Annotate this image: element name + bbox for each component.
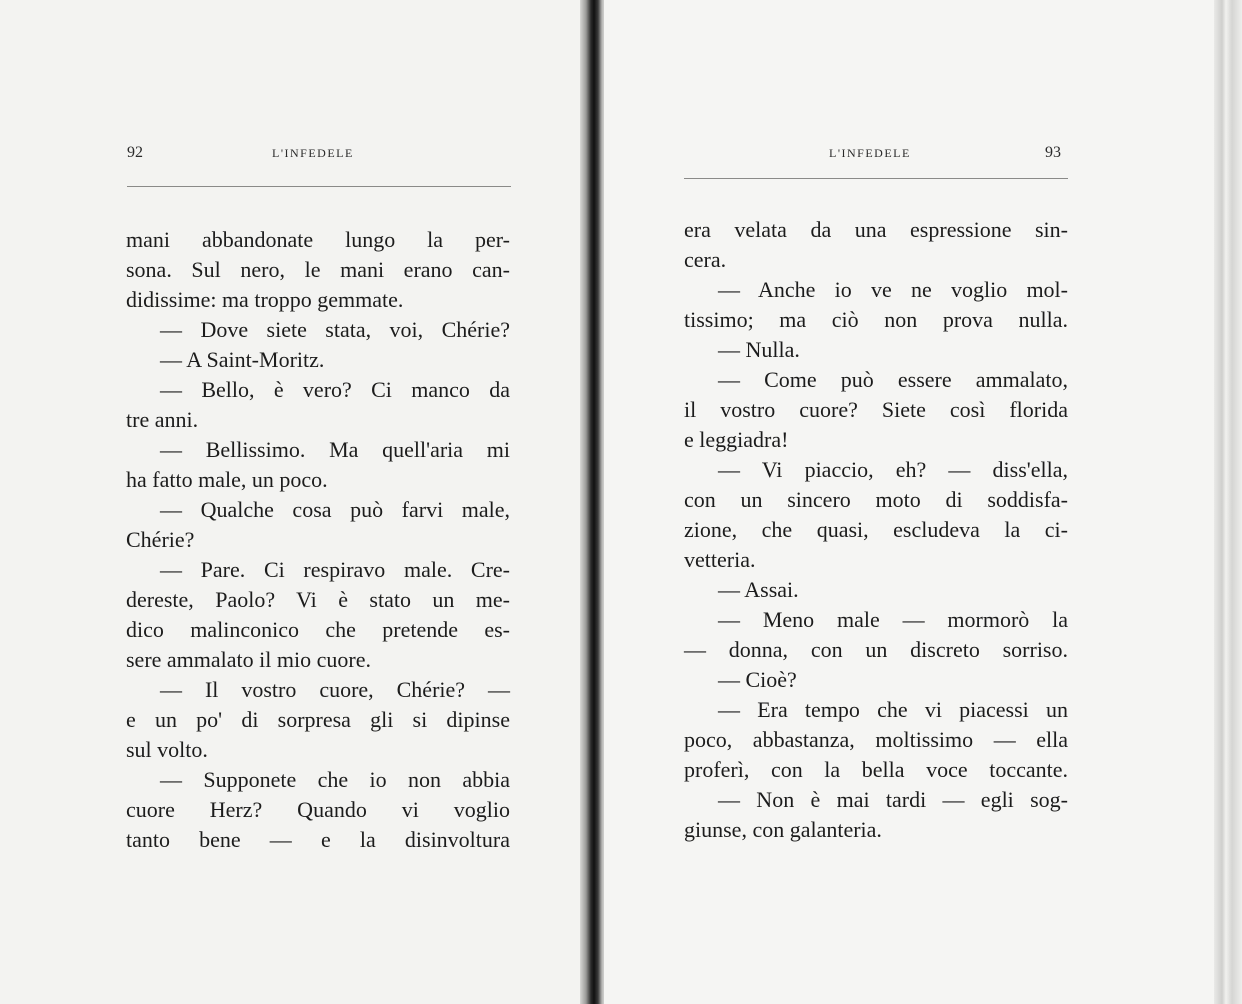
text-line: — Anche io ve ne voglio mol- [718,277,1068,302]
text-line: e un po' di sorpresa gli si dipinse [126,707,510,732]
text-line: — Supponete che io non abbia [160,767,510,792]
text-line: — Meno male — mormorò la [718,607,1068,632]
page-number: 92 [127,144,143,161]
book-gutter [580,0,606,1004]
text-line: — Nulla. [718,337,800,362]
text-line: cuore Herz? Quando vi voglio [126,797,510,822]
text-line: — A Saint-Moritz. [160,347,325,372]
text-line: tanto bene — e la disinvoltura [126,827,510,852]
text-line: sere ammalato il mio cuore. [126,647,371,672]
text-line: ha fatto male, un poco. [126,467,328,492]
text-line: didissime: ma troppo gemmate. [126,287,404,312]
header-rule [127,186,511,187]
text-line: sul volto. [126,737,208,762]
text-line: zione, che quasi, escludeva la ci- [684,517,1068,542]
text-line: — Il vostro cuore, Chérie? — [160,677,510,702]
text-line: proferì, con la bella voce toccante. [684,757,1068,782]
page-number: 93 [1045,144,1061,161]
text-line: il vostro cuore? Siete così florida [684,397,1068,422]
header-rule [684,178,1068,179]
running-head: L'INFEDELE [272,146,354,160]
text-line: dereste, Paolo? Vi è stato un me- [126,587,510,612]
left-page [0,0,582,1004]
running-head: L'INFEDELE [829,146,911,160]
left-page-text [126,225,510,855]
text-line: — Bellissimo. Ma quell'aria mi [160,437,510,462]
text-line: — Come può essere ammalato, [718,367,1068,392]
text-line: — Cioè? [718,667,797,692]
right-page-text [684,215,1068,845]
text-line: era velata da una espressione sin- [684,217,1068,242]
text-line: — Bello, è vero? Ci manco da [160,377,510,402]
text-line: cera. [684,247,727,272]
text-line: — Era tempo che vi piacessi un [718,697,1068,722]
text-line: — Qualche cosa può farvi male, [160,497,510,522]
text-line: — Vi piaccio, eh? — diss'ella, [718,457,1068,482]
text-line: giunse, con galanteria. [684,817,882,842]
text-line: tre anni. [126,407,199,432]
text-line: sona. Sul nero, le mani erano can- [126,257,510,282]
text-line: dico malinconico che pretende es- [126,617,510,642]
text-line: poco, abbastanza, moltissimo — ella [684,727,1068,752]
text-line: — Pare. Ci respiravo male. Cre- [160,557,510,582]
text-line: — donna, con un discreto sorriso. [684,637,1068,662]
text-line: con un sincero moto di soddisfa- [684,487,1068,512]
right-page [604,0,1216,1004]
text-line: — Dove siete stata, voi, Chérie? [160,317,510,342]
text-line: mani abbandonate lungo la per- [126,227,510,252]
text-line: e leggiadra! [684,427,789,452]
page-edges [1214,0,1242,1004]
text-line: — Assai. [718,577,799,602]
text-line: Chérie? [126,527,195,552]
text-line: vetteria. [684,547,756,572]
text-line: tissimo; ma ciò non prova nulla. [684,307,1068,332]
text-line: — Non è mai tardi — egli sog- [718,787,1068,812]
